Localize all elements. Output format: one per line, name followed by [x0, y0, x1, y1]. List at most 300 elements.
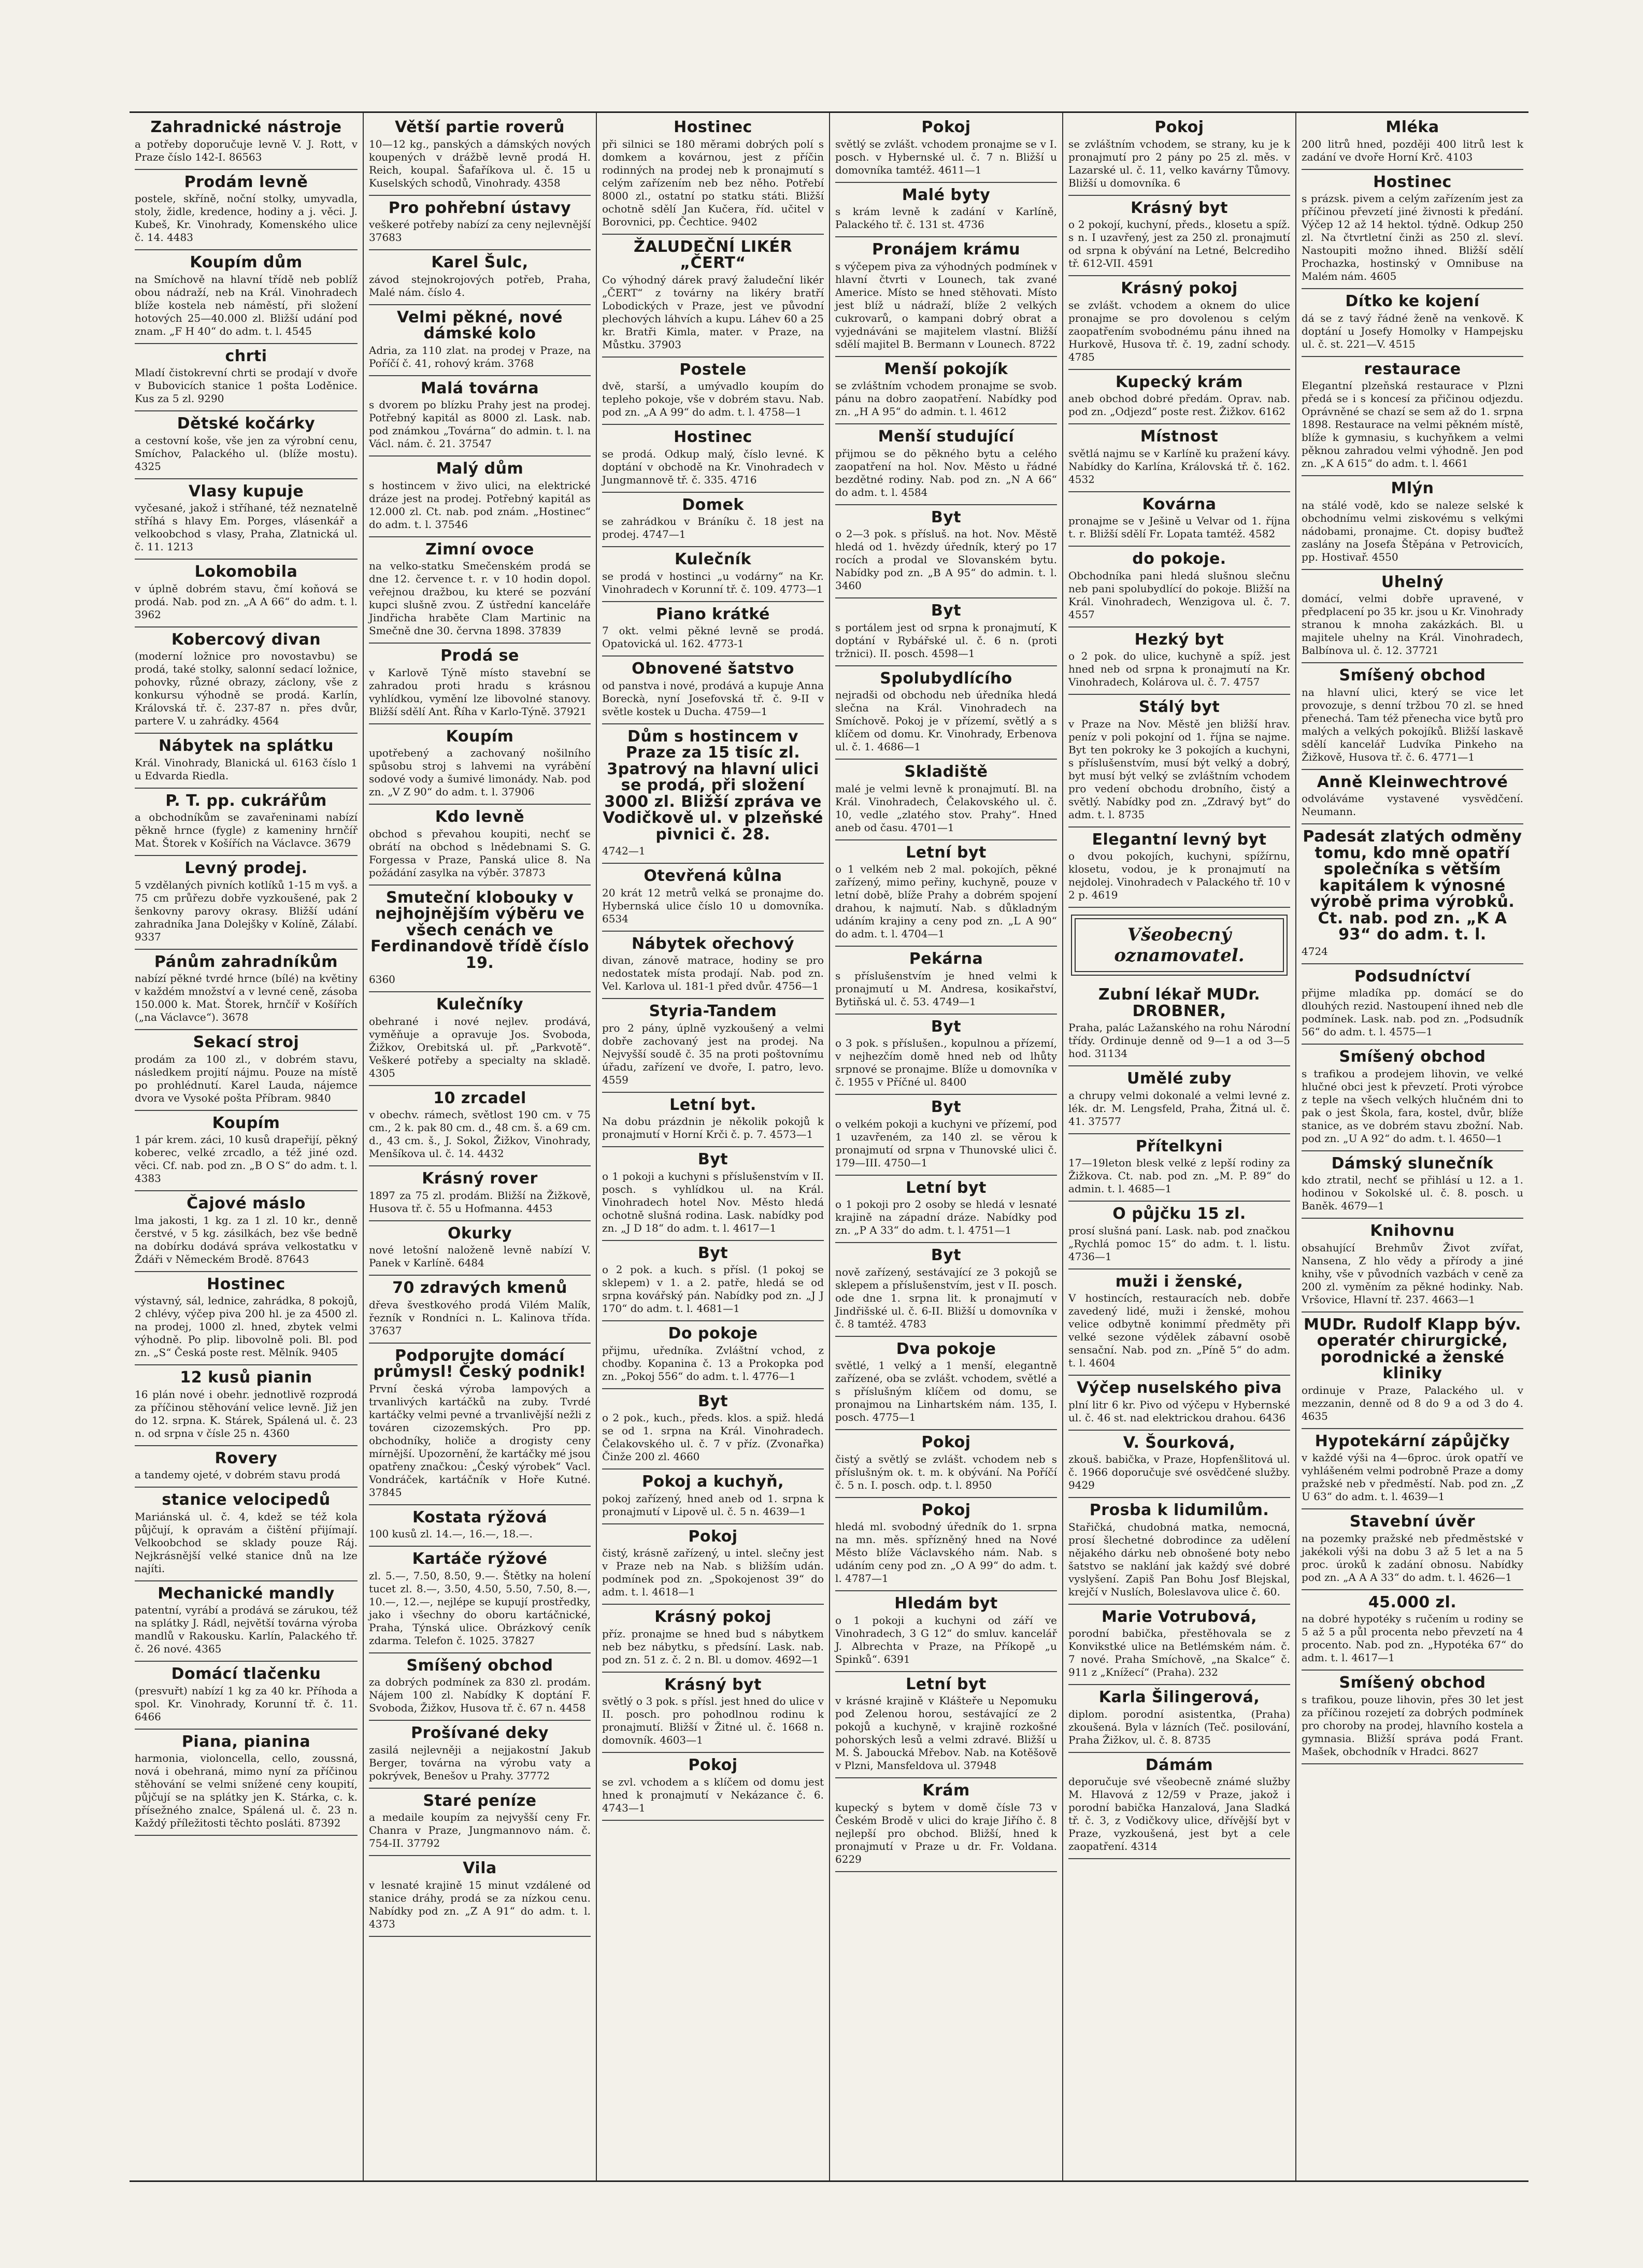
ad-headline: Hledám byt [894, 1594, 998, 1613]
classified-ad [602, 724, 824, 864]
ad-body: aneb obchod dobré předám. Oprav. nab. pod zn. „Odjezd“ poste rest. Žižkov. 6162 [1068, 392, 1290, 418]
ad-headline: Kulečníky [436, 995, 524, 1014]
ad-headline: Rovery [215, 1449, 278, 1467]
classified-ad [1302, 1045, 1523, 1151]
ad-body: světlý o 3 pok. s přísl. jest hned do ulice v II. posch. pro pohodlnou rodinu k pronajmutí. Bližší v Žitné ul. č. 1668 n. domovník. 4603—1 [602, 1695, 824, 1746]
classified-ad [369, 1653, 591, 1721]
ad-headline: Kartáče rýžové [412, 1550, 548, 1568]
ad-headline: ŽALUDEČNÍ LIKÉR „ČERT“ [633, 237, 793, 272]
ad-headline: Koupím [446, 727, 514, 746]
ad-body: 100 kusů zl. 14.—, 16.—, 18.—. [369, 1528, 533, 1540]
ad-headline: Byt [697, 1244, 728, 1262]
classified-ad [835, 1672, 1057, 1779]
classified-ad [1302, 1509, 1523, 1590]
ad-headline: Okurky [447, 1224, 512, 1243]
classified-ad [369, 805, 591, 886]
ad-body: Adria, za 110 zlat. na prodej v Praze, na Poříčí č. 41, rohový krám. 3768 [369, 344, 591, 369]
classified-ad [1068, 1431, 1290, 1499]
ad-body: dřeva švestkového prodá Vilém Malík, řezník v Rondníci n. L. Kalinova třída. 37637 [369, 1298, 591, 1337]
ad-headline: stanice velocipedů [162, 1491, 331, 1509]
ad-body: v Karlově Týně místo stavební se zahradou proti hradu s krásnou vyhlídkou, vymění lze libovolné stanovy. Bližší sdělí Ant. Říha v Karlo-Týně. 37921 [369, 666, 591, 718]
classified-ad [602, 115, 824, 235]
classified-ad [1068, 370, 1290, 425]
ad-headline: Pro pohřební ústavy [388, 198, 572, 217]
ad-body: v krásné krajině v Klášteře u Nepomuku pod Zelenou horou, sestávající ze 2 pokojů a kuchyně, v krajině rozkošné pohorských lesů a velmi zdravé. Bližší u M. Š. Jaboucká Mřebov. Nab. na Kotěšově v Plzni, Mansfeldova ul. 37948 [835, 1694, 1057, 1772]
section-banner: Všeobecný oznamovatel. [1075, 918, 1284, 972]
classified-ad [602, 425, 824, 493]
ad-body: světlá najmu se v Karlíně ku pražení kávy. Nabídky do Karlína, Královská tř. č. 162. 4532 [1068, 447, 1290, 486]
ad-body: 4742—1 [602, 845, 646, 857]
ad-body: přijme mladíka pp. domácí se do dlouhých rezid. Nastoupení ihned neb dle podmínek. Lask. nab. pod zn. „Podsudník 56“ do adm. t. l. 4575—1 [1302, 987, 1523, 1038]
ad-body: malé je velmi levně k pronajmutí. Bl. na Král. Vinohradech, Čelakovského ul. č. 10, vedle „zlatého stov. Prahy“. Hned aneb od času. 4701—1 [835, 782, 1057, 834]
classified-ad [1302, 1151, 1523, 1219]
ad-body: 1897 za 75 zl. prodám. Bližší na Žižkově, Husova tř. č. 55 u Hofmanna. 4453 [369, 1189, 591, 1215]
ad-body: se prodá. Odkup malý, číslo levné. K doptání v obchodě na Kr. Vinohradech v Jungmannově tř. č. 335. 4716 [602, 447, 824, 486]
classified-ad [602, 1321, 824, 1389]
ad-body: Král. Vinohrady, Blanická ul. 6163 číslo 1 u Edvarda Riedla. [135, 756, 358, 782]
ad-body: výstavný, sál, lednice, zahrádka, 8 pokojů, 2 chlévy, výčep piva 200 hl. je za 4500 zl. na prodej, 1000 zl. hned, zbytek velmi výhodně. Po plip. libovolně poli. Bl. pod zn. „S“ Česká poste rest. Mělník. 9405 [135, 1294, 358, 1359]
classified-ad [602, 1241, 824, 1322]
ad-body: (moderní ložnice pro novostavbu) se prodá, také stolky, salonní sedací ložnice, pohovky, různé obrazy, záclony, vše z konkursu výhodně se prodá. Karlín, Královská tř. č. 237-87 n. přes dvůr, partere V. u zahrádky. 4564 [135, 650, 358, 727]
ad-headline: Výčep nuselského piva [1077, 1379, 1282, 1397]
classified-ad [369, 1547, 591, 1653]
ad-body: a obchodníkům se zavařeninami nabízí pěkně hrnce (fygle) z kameniny hrnčíř Mat. Štorek v Košířích na Václavce. 3679 [135, 811, 358, 849]
ad-body: hledá ml. svobodný úředník do 1. srpna na mn. měs. spřízněný hned na Nové Město blíže Václavského nám. Nab. s udáním ceny pod zn. „O A 99“ do adm. t. l. 4787—1 [835, 1520, 1057, 1585]
classified-ad [835, 183, 1057, 238]
classified-ad [135, 856, 358, 950]
ad-body: se prodá v hostinci „u vodárny“ na Kr. Vinohradech v Korunní tř. č. 109. 4773—1 [602, 569, 824, 595]
ad-headline: Mléka [1385, 118, 1439, 136]
ad-headline: Levný prodej. [184, 859, 308, 877]
classified-ad [1068, 695, 1290, 828]
ad-headline: O půjčku 15 zl. [1112, 1205, 1246, 1223]
classified-ad [835, 1015, 1057, 1095]
ad-body: V hostincích, restauracích neb. dobře zavedený lidé, muži i ženské, mohou velice odbytně konimmí předměty při velké sezone výdělek zábavní osobě sensační. Nab. pod zn. „Píně 5“ do adm. t. l. 4604 [1068, 1292, 1290, 1369]
ad-body: Praha, palác Lažanského na rohu Národní třídy. Ordinuje denně od 9—1 a od 3—5 hod. 31134 [1068, 1021, 1290, 1060]
ad-headline: Postele [679, 360, 747, 379]
ad-body: v obechv. rámech, světlost 190 cm. v 75 cm., 2 k. pak 80 cm. d., 48 cm. š. a 69 cm. d., 43 cm. š., J. Sokol, Žižkov, Vinohrady, Menšíkova ul. č. 14. 4432 [369, 1108, 591, 1160]
ad-body: upotřebený a zachovaný nošilního spůsobu stroj s lahvemi na vyrábění sodové vody a šumivé limonády. Nab. pod zn. „V Z 90“ do adm. t. l. 37906 [369, 747, 591, 798]
column-4 [829, 113, 1062, 2180]
classified-ad [835, 840, 1057, 947]
ad-body: za dobrých podmínek za 830 zl. prodám. Nájem 100 zl. Nabídky K doptání F. Svoboda, Žižkov, Husova tř. č. 67 n. 4458 [369, 1676, 591, 1714]
classified-ad [1068, 276, 1290, 370]
ad-headline: Letní byt. [669, 1095, 756, 1114]
classified-ad [369, 644, 591, 724]
ad-body: Stařičká, chudobná matka, nemocná, prosí šlechetné dobrodince za udělení nějakého dárku neb obnošené boty nebo šatstvo se naklání jak každý své dobré vyslyšení. Zapiš Pan Bohu Josf Blejskal, krejčí v Nuslích, Boleslavova ulice č. 60. [1068, 1520, 1290, 1598]
classified-ad [369, 724, 591, 805]
ad-headline: Hostinec [1373, 173, 1452, 191]
ad-headline: Domácí tlačenku [171, 1665, 321, 1683]
column-1 [130, 113, 363, 2180]
ad-body: dá se z tavý řádné ženě na venkově. K doptání u Josefy Homolky v Hampejsku ul. č. st. 221—V. 4515 [1302, 311, 1523, 350]
ad-headline: Letní byt [906, 1178, 987, 1197]
ad-headline: Byt [931, 1098, 962, 1116]
classified-ad [835, 1095, 1057, 1176]
ad-body: obehrané i nové nejlev. prodává, vyměňuje a opravuje Jos. Svoboda, Žižkov, Orebitská ul. př. „Parkvotě“. Veškeré potřeby a specialty na skladě. 4305 [369, 1015, 591, 1079]
classified-ad [135, 1662, 358, 1730]
ad-body: s krám levně k zadání v Karlíně, Palackého tř. č. 131 st. 4736 [835, 205, 1057, 231]
classified-ad [835, 424, 1057, 505]
classified-ad [369, 250, 591, 305]
ad-headline: Sekací stroj [193, 1033, 299, 1051]
ad-headline: Otevřená kůlna [644, 867, 782, 885]
ad-body: prodám za 100 zl., v dobrém stavu, následkem projití nájmu. Pouze na místě po prohlédnutí. Karel Lauda, nájemce dvora ve Vysoké pošta Příbram. 9840 [135, 1052, 358, 1104]
ad-body: odvoláváme vystavené vysvědčení. Neumann. [1302, 792, 1523, 818]
ad-headline: Nábytek ořechový [631, 934, 795, 953]
ad-headline: Větší partie roverů [395, 118, 565, 136]
ad-body: o 2 pok. a kuch. s přísl. (1 pokoj se sklepem) v 1. a 2. patře, hledá se od srpna kovářský pán. Nabídky pod zn. „J J 170“ do adm. t. l. 4681—1 [602, 1263, 824, 1315]
ad-body: První česká výroba lampových a trvanlivých kartáčků na zuby. Tvrdé kartáčky velmi pevné a trvanlivější nežli z továren cizozemských. Pro pp. obchodníky, holiče a drogisty ceny mírnější. Upozornění, že kartáčky mé jsou opatřeny značkou: „Český výrobek“ Vacl. Vondráček, kartáčník v Hoře Kutné. 37845 [369, 1382, 591, 1499]
ad-headline: Pokoj a kuchyň, [641, 1473, 784, 1491]
classified-ad [602, 235, 824, 358]
ad-headline: Prošívané deky [411, 1724, 549, 1742]
ad-headline: Zahradnické nástroje [150, 118, 342, 136]
ad-headline: Piana, pianina [181, 1732, 311, 1751]
ad-headline: Menší studující [878, 427, 1015, 446]
ad-headline: Smuteční klobouky v nejhojnějším výběru ve všech cenách ve Ferdinandově třídě číslo 19. [370, 888, 590, 972]
ad-headline: Skladiště [904, 763, 988, 781]
ad-headline: Pokoj [921, 1501, 971, 1519]
classified-ad [602, 864, 824, 932]
ad-body: prosí slušná paní. Lask. nab. pod značkou „Rychlá pomoc 15“ do adm. t. l. listu. 4736—1 [1068, 1224, 1290, 1263]
ad-headline: Smíšený obchod [406, 1656, 553, 1675]
classified-ad [1068, 1066, 1290, 1134]
ad-body: s příslušenstvím je hned velmi k pronajmutí u M. Andresa, kosikařství, Bytiňská ul. č. 53. 4749—1 [835, 969, 1057, 1008]
classified-ad [1068, 1134, 1290, 1202]
ad-headline: Anně Kleinwechtrové [1317, 773, 1508, 791]
ad-headline: Místnost [1140, 427, 1219, 446]
ad-headline: Letní byt [906, 843, 987, 862]
ad-headline: Pokoj [1154, 118, 1204, 136]
ad-body: Elegantní plzeňská restaurace v Plzni předá se i s koncesí za přičinou odjezdu. Oprávněné se chazí se sem až do 1. srpna 1898. Restaurace na velmi pěkném místě, blíže k gymnasiu, s kuchyňkem a velmi pěknou zahradou velmi výhodně. Jen pod zn. „K A 615“ do adm. t. l. 4661 [1302, 379, 1523, 469]
ad-body: a tandemy ojeté, v dobrém stavu prodá [135, 1468, 340, 1481]
ad-body: světlé, 1 velký a 1 menší, elegantně zařízené, oba se zvlášt. vchodem, světlé a s příslušným klíčem od domu, se pronajmou na Linhartském nám. 135, I. posch. 4775—1 [835, 1359, 1057, 1423]
classified-ad [1302, 357, 1523, 477]
ad-body: 7 okt. velmi pěkné levně se prodá. Opatovická ul. 162. 4773-1 [602, 624, 824, 650]
classified-ad [369, 457, 591, 537]
ad-body: s hostincem v živo ulici, na elektrické dráze jest na prodej. Potřebný kapitál as 12.000 zl. Ct. nab. pod znám. „Hostinec“ do adm. t. l. 37546 [369, 479, 591, 531]
classified-ad [135, 789, 358, 857]
classified-ad [135, 344, 358, 412]
ad-headline: do pokoje. [1132, 550, 1226, 568]
classified-ad [1302, 1590, 1523, 1671]
ad-headline: Hostinec [674, 118, 752, 136]
ad-headline: Podsudníctví [1354, 967, 1471, 986]
ad-headline: Vlasy kupuje [188, 482, 304, 501]
ad-headline: Zimní ovoce [425, 540, 534, 559]
classified-ad [135, 734, 358, 789]
classified-ad [135, 950, 358, 1031]
classified-ad [1302, 476, 1523, 570]
classified-ad [602, 547, 824, 602]
ad-body: v lesnaté krajině 15 minut vzdálené od stanice dráhy, prodá se za nízkou cenu. Nabídky pod zn. „Z A 91“ do adm. t. l. 4373 [369, 1878, 591, 1930]
ad-body: se zvl. vchodem a s klíčem od domu jest hned k pronajmutí v Nekázance č. 6. 4743—1 [602, 1775, 824, 1814]
classified-ad [835, 760, 1057, 840]
ad-body: 200 litrů hned, později 400 litrů lest k zadání ve dvoře Horní Krč. 4103 [1302, 137, 1523, 163]
ad-headline: Hypotekární zápůjčky [1315, 1432, 1510, 1450]
ad-headline: Uhelný [1381, 573, 1444, 591]
classified-ad [1302, 1219, 1523, 1313]
ad-body: o 1 pokoji a kuchyni od září ve Vinohradech, 3 G 12“ do smluv. kancelář J. Albrechta v Praze, na Příkopě „u Spinků“. 6391 [835, 1614, 1057, 1665]
column-3 [596, 113, 829, 2180]
ad-body: zasilá nejlevněji a nejjakostní Jakub Berger, továrna na výrobu vaty a pokrývek, Benešov u Prahy. 37772 [369, 1743, 591, 1782]
newspaper-page [130, 111, 1528, 2182]
classified-ad [1302, 770, 1523, 825]
classified-ad [369, 1721, 591, 1789]
ad-headline: Padesát zlatých odměny tomu, kdo mně opatří společníka s větším kapitálem k výnosné výrobě prima výrobků. Ct. nab. pod zn. „K A 93“ do adm. t. l. [1303, 828, 1522, 944]
ad-headline: Zubní lékař MUDr. DROBNER, [1098, 986, 1261, 1020]
classified-ad [835, 666, 1057, 760]
classified-ad [602, 1470, 824, 1524]
ad-body: se zvláštním vchodem pronajme se svob. pánu na dobro zaopatření. Nabídky pod zn. „H A 95“ do admin. t. l. 4612 [835, 379, 1057, 418]
ad-headline: Karel Šulc, [431, 253, 528, 272]
column-5 [1062, 113, 1295, 2180]
ad-headline: Vila [463, 1859, 497, 1877]
classified-ad [1068, 1376, 1290, 1431]
ad-headline: Hostinec [674, 428, 752, 446]
classified-ad [602, 1147, 824, 1241]
ad-headline: Kovárna [1142, 495, 1217, 513]
ad-body: přijmu, uředníka. Zvláštní vchod, z chodby. Kopanina č. 13 a Prokopka pod zn. „Pokoj 556“ do adm. t. l. 4776—1 [602, 1344, 824, 1382]
classified-ad [1302, 824, 1523, 964]
ad-headline: Elegantní levný byt [1092, 830, 1267, 849]
classified-ad [1302, 289, 1523, 357]
classified-ad [602, 999, 824, 1093]
ad-body: 20 krát 12 metrů velká se pronajme do. Hybernská ulice číslo 10 u domovníka. 6534 [602, 886, 824, 925]
ad-headline: Dětské kočárky [177, 415, 316, 433]
classified-ad [835, 115, 1057, 183]
classified-ad [369, 1086, 591, 1167]
ad-body: nejradši od obchodu neb úředníka hledá slečna na Král. Vinohradech na Smíchově. Pokoj je v přízemí, světlý a s klíčem od domu. Kr. Vinohrady, Erbenova ul. č. 1. 4686—1 [835, 689, 1057, 753]
ad-body: porodní babička, přestěhovala se z Konvikstké ulice na Betlémském nám. č. 7 nové. Praha Smíchově, „na Skalce“ č. 911 z „Knížecí“ (Praha). 232 [1068, 1627, 1290, 1678]
ad-headline: Malý dům [436, 460, 524, 478]
ad-body: s prázsk. pivem a celým zařízením jest za příčinou převzetí jiné živnosti k předání. Výčep 12 až 14 hektol. týdně. Odkup 250 zl. Na čtvrtletní činži as 250 zl. sleví. Nastoupiti možno ihned. Bližší sdělí Prochazka, hostinský v Omnibuse na Malém nám. 4605 [1302, 192, 1523, 282]
classified-ad [1068, 1202, 1290, 1269]
ad-headline: Dům s hostincem v Praze za 15 tisíc zl. 3patrový na hlavní ulici se prodá, při složení 3000 zl. Bližší zpráva ve Vodičkově ul. v plzeňské pivnici č. 28. [603, 727, 823, 844]
classified-ad [135, 560, 358, 627]
ad-body: 6360 [369, 973, 395, 986]
classified-ad [1068, 982, 1290, 1066]
ad-body: s dvorem po blízku Prahy jest na prodej. Potřebný kapitál as 8000 zl. Lask. nab. pod známkou „Továrna“ do admin. t. l. na Václ. nám. č. 21. 37547 [369, 398, 591, 450]
classified-ad [602, 932, 824, 1000]
ad-body: čistý, krásně zařízený, u intel. slečny jest v Praze neb na Nab. s bližším udán. podmínek pod zn. „Spokojenost 39“ do adm. t. l. 4618—1 [602, 1547, 824, 1598]
ad-body: v každé výši na 4—6proc. úrok opatří ve vyhlášeném velmi podrobně Praze a domy pražské neb v předměstí. Nab. pod zn. „Z U 63“ do adm. t. l. 4639—1 [1302, 1451, 1523, 1503]
classified-ad [369, 196, 591, 251]
classified-ad [835, 505, 1057, 599]
ad-headline: Styria-Tandem [649, 1002, 777, 1020]
ad-body: 10—12 kg., panských a dámských nových koupených v drážbě levně prodá H. Reich, koupal. Šafaříkova ul. č. 15 u Kuselských schodů, Vinohrady. 4358 [369, 137, 591, 189]
classified-ad [1302, 1313, 1523, 1429]
ad-body: v úplně dobrém stavu, čmí koňová se prodá. Nab. pod zn. „A A 66“ do adm. t. l. 3962 [135, 582, 358, 621]
classified-ad [1302, 570, 1523, 664]
ad-body: 16 plán nové i obehr. jednotlivě rozprodá za příčinou stěhování velice levně. Již jen do 12. srpna. K. Stárek, Spálená ul. č. 23 n. od srpna v čísle 25 n. 4360 [135, 1388, 358, 1439]
ad-body: o velkém pokoji a kuchyni ve přízemí, pod 1 uzavřeném, za 140 zl. se věrou k pronajmutí od srpna v Thunovské ulici č. 179—III. 4750—1 [835, 1117, 1057, 1169]
ad-headline: Dámám [1145, 1756, 1213, 1774]
classified-ad [1068, 828, 1290, 908]
ad-headline: Koupím dům [190, 253, 303, 272]
classified-ad [835, 947, 1057, 1015]
ad-headline: Kupecký krám [1116, 373, 1243, 391]
ad-headline: Kdo levně [435, 808, 525, 826]
ad-headline: Obnovené šatstvo [632, 660, 794, 678]
ad-headline: Karla Šilingerová, [1098, 1688, 1260, 1706]
ad-headline: Pokoj [921, 1433, 971, 1451]
ad-headline: Spolubydlícího [880, 669, 1012, 688]
ad-headline: Knihovnu [1370, 1222, 1455, 1240]
ad-body: od panstva i nové, prodává a kupuje Anna Boreckà, nyní Josefovská tř. č. 9-II v světle kostek u Ducha. 4759—1 [602, 679, 824, 718]
ad-body: 1 pár krem. záci, 10 kusů drapeřijí, pěkný koberec, velké zrcadlo, a též jiné ozd. věci. Cf. nab. pod zn. „B O S“ do adm. t. l. 4383 [135, 1133, 358, 1185]
classified-ad [835, 1176, 1057, 1244]
classified-ad [135, 479, 358, 560]
ad-headline: Krásný byt [664, 1675, 762, 1694]
classified-ad [1302, 170, 1523, 290]
classified-ad [835, 1430, 1057, 1498]
ad-body: při silnici se 180 měrami dobrých polí s domkem a kovárnou, jest z příčin rodinných na prodej neb k pronajmutí s celým zařízením neb bez něho. Potřebí 8000 zl., ostatní po statku státi. Bližší ochotně sdělí Jan Kučera, říd. učitel v Borovnici, pp. Čechtice. 9402 [602, 137, 824, 228]
ad-body: plní litr 6 kr. Pivo od výčepu v Hybernské ul. č. 46 st. nad elektrickou drahou. 6436 [1068, 1398, 1290, 1424]
ad-headline: Byt [931, 1017, 962, 1036]
classified-ad [1068, 492, 1290, 547]
classified-ad [1302, 1671, 1523, 1764]
classified-ad [135, 1446, 358, 1488]
ad-headline: Hezký byt [1134, 630, 1224, 649]
ad-headline: chrti [225, 347, 267, 365]
ad-body: o 2 pokojí, kuchyní, předs., klosetu a spíž. s n. I uzavřený, jest za 250 zl. pronajmutí od srpna k obývání na Letné, Belcrediho tř. 612-VII. 4591 [1068, 218, 1290, 269]
ad-headline: 10 zrcadel [433, 1089, 526, 1107]
ad-headline: Smíšený obchod [1339, 666, 1486, 684]
classified-ad [135, 1365, 358, 1446]
classified-ad [835, 357, 1057, 425]
classified-ad [602, 602, 824, 657]
classified-ad [135, 1272, 358, 1366]
ad-headline: Stavební úvěr [1349, 1513, 1476, 1531]
classified-ad [1068, 1685, 1290, 1753]
ad-body: s trafikou a prodejem lihovin, ve velké hlučné obci jest k převzetí. Proti výrobce z teple na všech velkých hlučném dni to pak o jest Škola, fara, kostel, dvůr, blíže stanice, as ve dobrém stavu zbožní. Nab. pod zn. „U A 92“ do adm. t. l. 4650—1 [1302, 1067, 1523, 1145]
ad-body: Mladí čistokrevní chrti se prodají v dvoře v Bubovicích stanice 1 pošta Loděnice. Kus za 5 zl. 9290 [135, 366, 358, 405]
ad-headline: Pokoj [688, 1527, 738, 1546]
ad-body: pro 2 pány, úplně vyzkoušený a velmi dobře zachovaný jest na prodej. Na Nejvyšší soudě č. 35 na proti poštovnímu úřadu, zařízení ve dvoře, I. patro, levo. 4559 [602, 1021, 824, 1086]
ad-body: kupecký s bytem v domě čísle 73 v Českém Brodě v ulici do kraje Jiřího č. 8 nejlepší pro obchod. Bližší, hned k pronajmutí v Praze u dr. Fr. Voldana. 6229 [835, 1801, 1057, 1865]
classified-ad [135, 1191, 358, 1272]
classified-ad [135, 411, 358, 479]
ad-headline: Domek [682, 495, 744, 514]
ad-body: na hlavní ulici, který se vice let provozuje, s denní tržbou 70 zl. se hned přenechá. Tam též přenecha vice bytů pro malých a velkých pokojíků. Bližší laskavě sdělí kancelář Ludvíka Pinkeho na Žižkově, Husova tř. č. 6. 4771—1 [1302, 686, 1523, 763]
ad-body: divan, zánově matrace, hodiny se pro nedostatek místa prodají. Nab. pod zn. Vel. Karlova ul. 181-1 před dvůr. 4756—1 [602, 954, 824, 992]
ad-headline: MUDr. Rudolf Klapp býv. operatér chirurgické, porodnické a ženské kliniky [1303, 1315, 1521, 1382]
ad-headline: muži i ženské, [1115, 1272, 1244, 1291]
ad-headline: Krásný rover [422, 1169, 538, 1188]
ad-headline: Krásný pokoj [654, 1608, 772, 1626]
ad-body: pokoj zařízený, hned aneb od 1. srpna k pronajmutí v Lipově ul. č. 5 n. 4639—1 [602, 1492, 824, 1518]
ad-body: a medaile koupím za nejvyšší ceny Fr. Chanra v Praze, Jungmannovo nám. č. 754-II. 37792 [369, 1811, 591, 1849]
ad-body: o 2 pok. do ulice, kuchyně a spíž. jest hned neb od srpna k pronajmutí na Kr. Vinohradech, Kolárova ul. č. 7. 4757 [1068, 650, 1290, 688]
ad-body: na stálé vodě, kdo se naleze selské k obchodnímu velmi ziskovému s velkými nádobami, pronajme. Ct. dopisy buďtež zaslány na Josefa Štěpána v Petrovicích, pp. Hostivař. 4550 [1302, 498, 1523, 563]
ad-body: (presvuřt) nabízí 1 kg za 40 kr. Příhoda a spol. Kr. Vinohrady, Korunní tř. č. 11. 6466 [135, 1684, 358, 1723]
ad-body: lma jakosti, 1 kg. za 1 zl. 10 kr., denně čerstvé, v 5 kg. zásilkách, bez vše bedně na dobírku dodává správa velkostatku v Ždáři v Německém Brodě. 87643 [135, 1214, 358, 1265]
ad-body: veškeré potřeby nabízí za ceny nejlevnější 37683 [369, 218, 591, 244]
ad-headline: Čajové máslo [187, 1194, 306, 1213]
ad-body: o 1 velkém neb 2 mal. pokojích, pěkné zařízený, mimo peřiny, kuchyně, pouze v letní době, blíže Prahy a dobrém spojení drahou, k najmutí. Nab. s důkladným udáním krajiny a ceny pod zn. „L A 90“ do adm. t. l. 4704—1 [835, 863, 1057, 940]
ad-body: 5 vzdělaných pivních kotlíků 1-15 m vyš. a 75 cm průřezu dobře vyzkoušené, pak 2 šenkovny parovy okrasy. Bližší udání zahradníka Jana Dolejšky v Kolíně, Zálabí. 9337 [135, 878, 358, 943]
ad-body: diplom. porodní asistentka, (Praha) zkoušená. Byla v lázních (Teč. posilování, Praha Žižkov, ul. č. 8. 8735 [1068, 1707, 1290, 1746]
ad-body: příz. pronajme se hned bud s nábytkem neb bez nábytku, s předsíní. Lask. nab. pod zn. 51 z. č. 2 n. Bl. u domov. 4692—1 [602, 1627, 824, 1666]
classified-ad [1068, 1498, 1290, 1605]
ad-headline: Do pokoje [668, 1324, 758, 1343]
ad-headline: Kulečník [674, 550, 752, 568]
ad-headline: Malé byty [902, 186, 991, 204]
ad-headline: Smíšený obchod [1339, 1674, 1486, 1692]
classified-ad [835, 237, 1057, 357]
ad-body: čistý a světlý se zvlášt. vchodem neb s příslušným ok. t. m. k obývání. Na Poříčí č. 5 n. I. posch. odp. t. l. 8950 [835, 1452, 1057, 1491]
ad-body: deporučuje své všeobecně známé služby M. Hlavová z 12/59 v Praze, jakož i porodní babička Hanzalová, Jana Sladká tř. č. 3, z Vodičkovy ulice, dřívější byt v Praze, vyzkoušená, jest byt a cele zaopatření. 4314 [1068, 1775, 1290, 1852]
ad-headline: Krám [922, 1781, 970, 1800]
classified-ad [369, 1276, 591, 1344]
ad-headline: 45.000 zl. [1368, 1593, 1457, 1611]
ad-headline: Byt [697, 1150, 728, 1168]
classified-ad [369, 1856, 591, 1937]
ad-headline: Pokoj [688, 1756, 738, 1774]
classified-ad [369, 1344, 591, 1505]
classified-ad [1068, 115, 1290, 196]
ad-headline: Pokoj [921, 118, 971, 136]
classified-ad [369, 1166, 591, 1221]
ad-body: Mariánská ul. č. 4, kdež se též kola půjčují, k opravám a čištění přijímají. Velkoobchod se sklady pouze Ráj. Nejkrásnější velké stanice dnů na lze najíti. [135, 1510, 358, 1575]
ad-body: na pozemky pražské neb předměstské v jakékoli výši na dobu 3 až 5 let a na 5 proc. úroků k zadání obnosu. Nabídky pod zn. „A A A 33“ do adm. t. l. 4626—1 [1302, 1532, 1523, 1584]
ad-headline: Krásný pokoj [1121, 279, 1238, 297]
classified-ad [835, 1591, 1057, 1672]
ad-body: Co výhodný dárek pravý žaludeční likér „ČERT“ z továrny na likéry bratří Lobodických v Praze, jest ve původní plechových láhvích a kupu. Láhev 60 a 25 kr. Bratři Kimla, mater. v Praze, na Můstku. 37903 [602, 273, 824, 351]
ad-body: na dobré hypotéky s ručením u rodiny se 5 až 5 a půl procenta nebo převzetí na 4 procento. Nab. pod zn. „Hypotéka 67“ do adm. t. l. 4617—1 [1302, 1613, 1523, 1664]
ad-headline: 12 kusů pianin [180, 1368, 312, 1387]
classified-ad [135, 1730, 358, 1836]
ad-body: nabízí pěkné tvrdé hrnce (bílé) na květiny v každém množství a v levné ceně, zásoba 150.000 k. Mat. Štorek, hrnčíř v Košířích („na Václavce“). 3678 [135, 972, 358, 1023]
ad-body: vyčesané, jakož i stříhané, též neznatelně stříhá s hlavy Em. Porges, vlásenkář a velkoobchod s vlasy, Praha, Zlatnická ul. č. 11. 1213 [135, 502, 358, 553]
classified-ad [602, 1389, 824, 1470]
ad-headline: Stálý byt [1138, 698, 1220, 716]
ad-headline: Kobercový divan [171, 630, 321, 649]
ad-body: Na dobu prázdnin je několik pokojů k pronajmutí v Horní Krči č. p. 7. 4573—1 [602, 1115, 824, 1140]
classified-ad [602, 1605, 824, 1673]
ad-headline: Pánům zahradníkům [154, 952, 338, 971]
column-6 [1295, 113, 1528, 2180]
classified-ad [835, 1498, 1057, 1592]
classified-ad [1302, 663, 1523, 770]
ad-headline: Mechanické mandly [158, 1584, 335, 1603]
classified-ad [602, 493, 824, 548]
ad-headline: restaurace [1364, 360, 1461, 378]
ad-headline: Malá továrna [420, 379, 539, 397]
classified-ad [835, 1243, 1057, 1337]
classified-ad [135, 1111, 358, 1192]
classified-ad [1302, 964, 1523, 1045]
ad-headline: Nábytek na splátku [158, 737, 334, 755]
classified-ad [835, 598, 1057, 666]
ad-headline: Hostinec [207, 1275, 285, 1293]
classified-ad [1068, 547, 1290, 627]
ad-body: o dvou pokojích, kuchyni, spížírnu, klosetu, vodou, je k pronajmutí na nejdolej. Vinohradech v Palackého tř. 10 v 2 p. 4619 [1068, 850, 1290, 901]
ad-headline: Koupím [212, 1114, 280, 1132]
ad-body: ordinuje v Praze, Palackého ul. v mezzanin, denně od 8 do 9 a od 3 do 4. 4635 [1302, 1383, 1523, 1422]
ad-body: a chrupy velmi dokonalé a velmi levné z. lék. dr. M. Lengsfeld, Praha, Žitná ul. č. 41. 37577 [1068, 1089, 1290, 1128]
ad-body: patentní, vyrábí a prodává se zárukou, též na splátky J. Rádl, největší továrna výroba mandlů v Rakousku. Karlín, Palackého tř. č. 26 nové. 4365 [135, 1604, 358, 1655]
ad-headline: V. Šourková, [1123, 1433, 1236, 1452]
classified-ad [1068, 196, 1290, 277]
ad-body: nové letošní naloženě levně nabízí V. Panek v Karlíně. 6484 [369, 1244, 591, 1269]
classified-ad [135, 170, 358, 251]
classified-ad [1068, 1269, 1290, 1376]
classified-ad [602, 358, 824, 425]
ad-headline: Kostata rýžová [412, 1508, 548, 1527]
